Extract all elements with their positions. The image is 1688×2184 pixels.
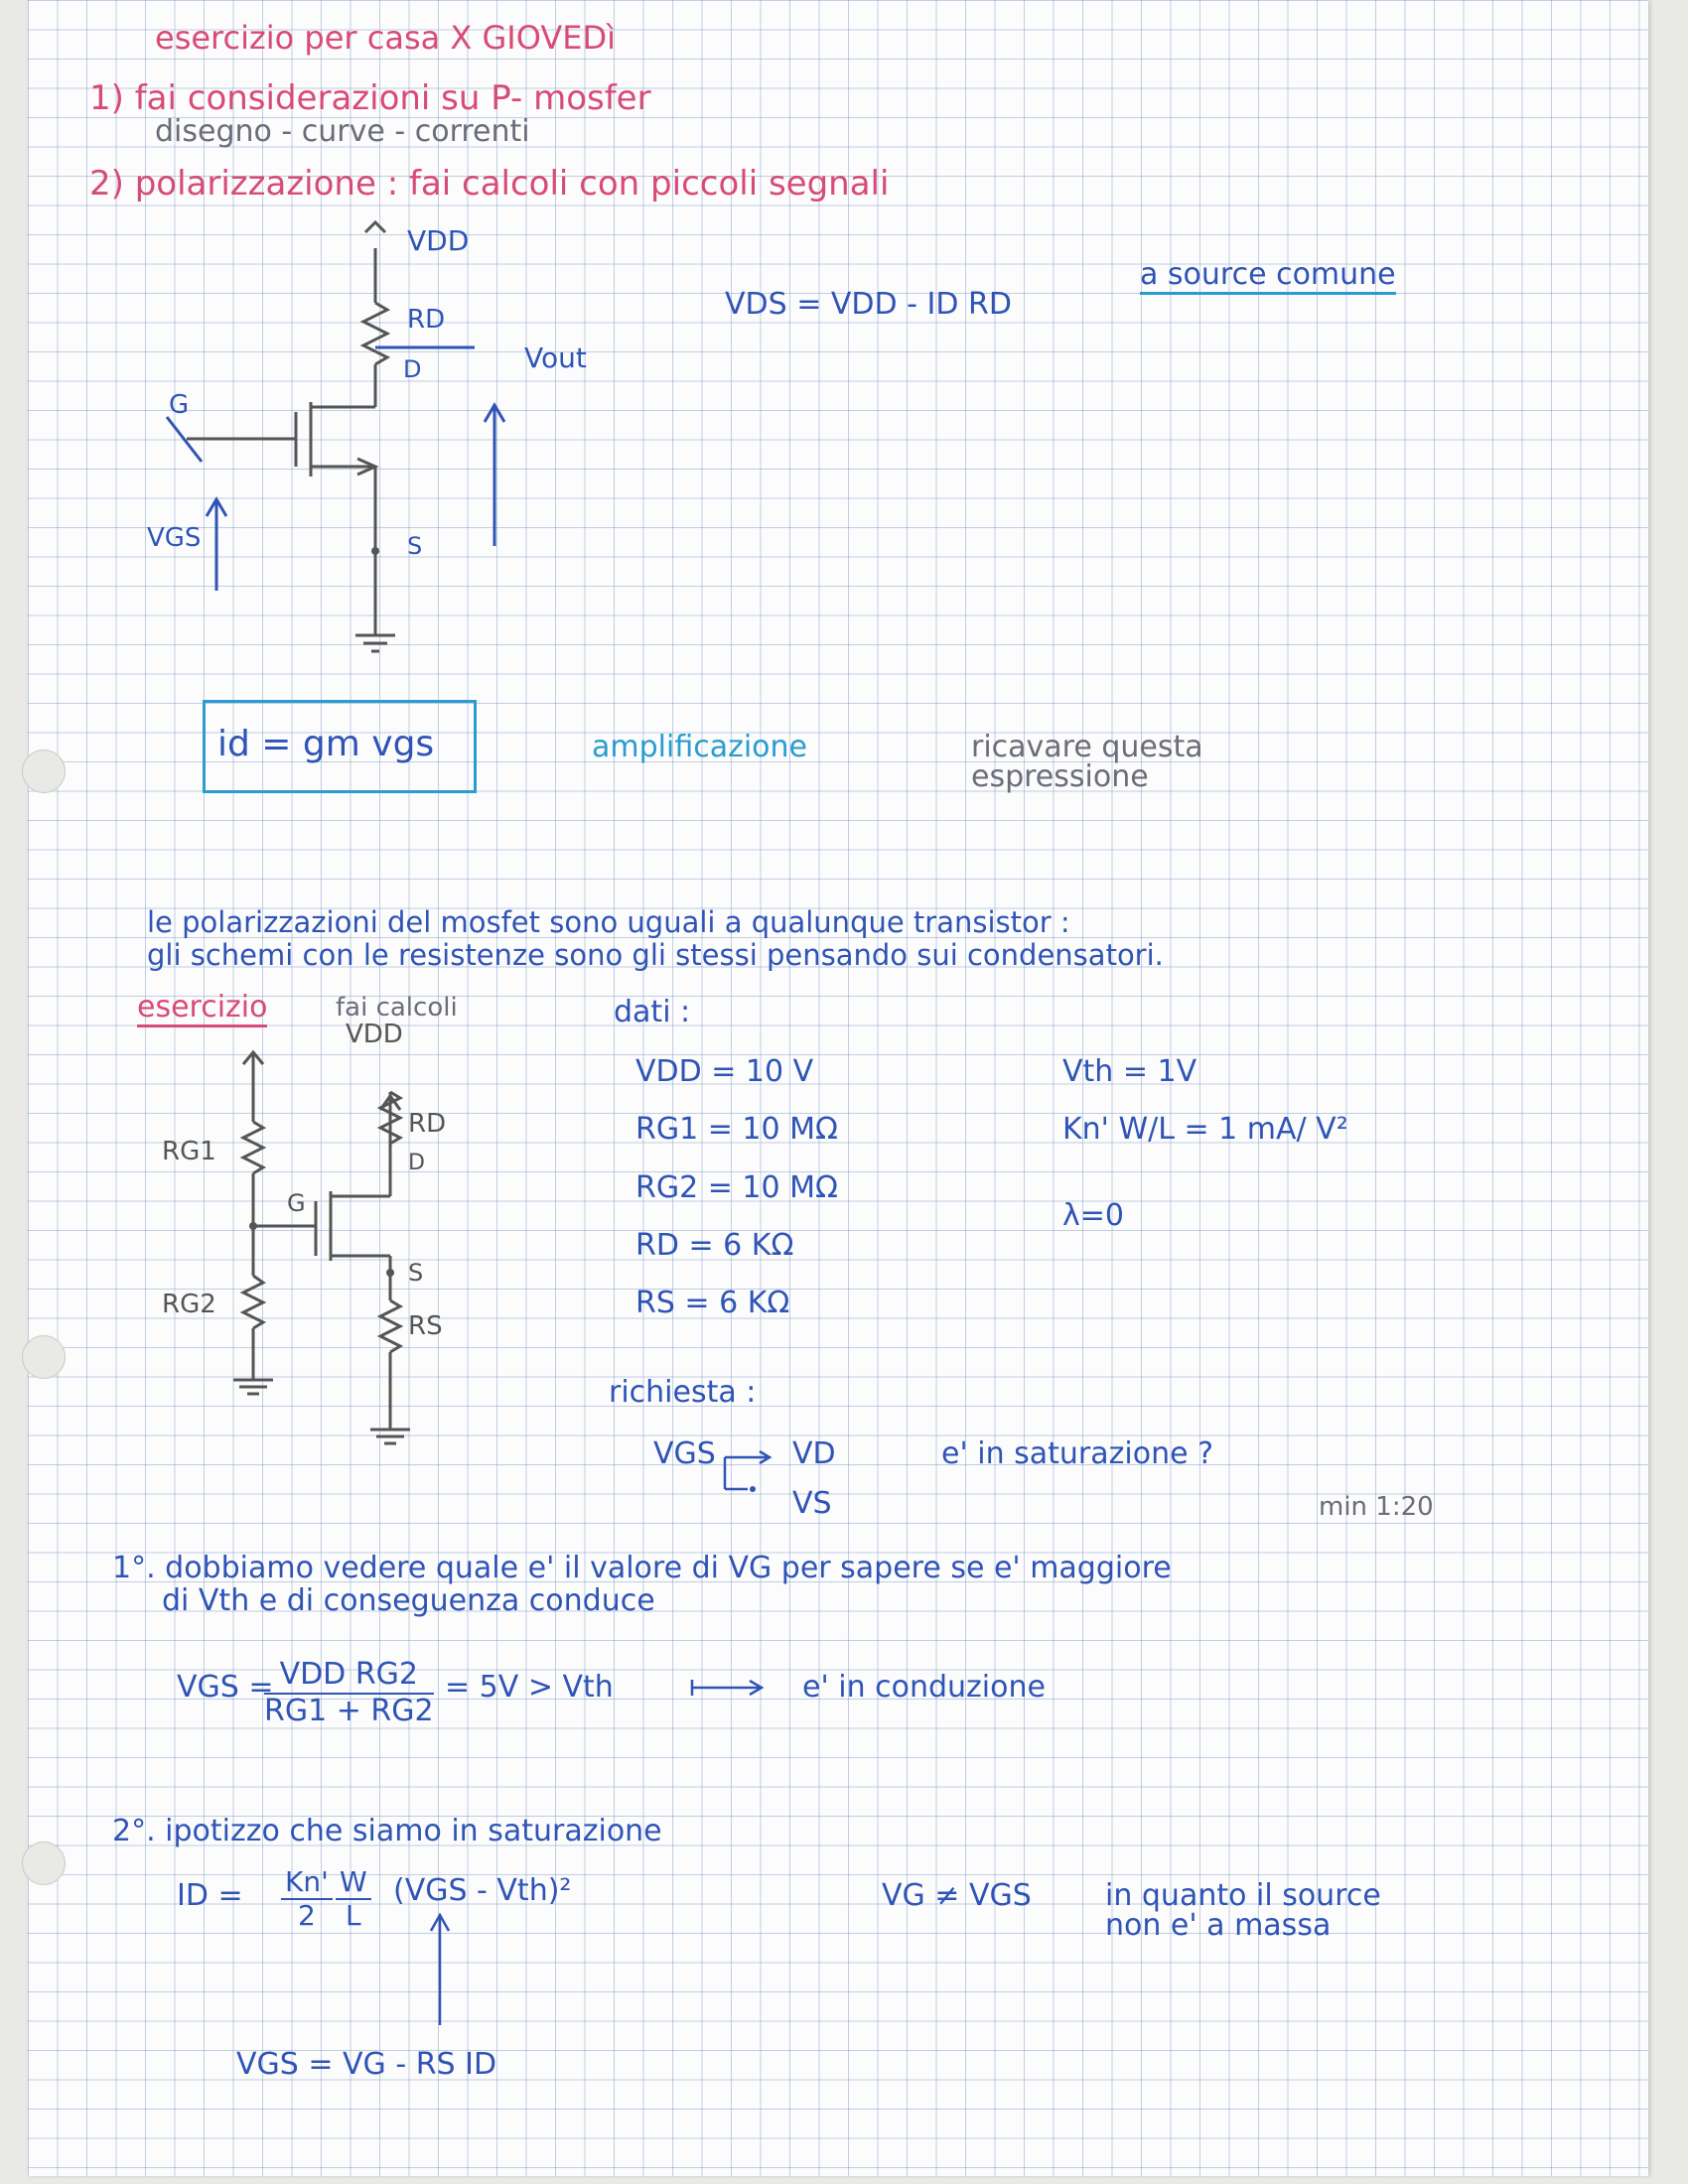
vgs-label: VGS [147, 523, 202, 553]
step1-line-2: di Vth e di conseguenza conduce [162, 1583, 655, 1618]
given-vdd: VDD = 10 V [635, 1054, 814, 1089]
note-line-1: le polarizzazioni del mosfet sono uguali a qualunque transistor : [147, 905, 1070, 939]
binder-hole [22, 1842, 66, 1885]
step1-lhs: VGS = [177, 1670, 274, 1705]
vg-not-vgs: VG ≠ VGS [882, 1878, 1032, 1913]
derive-note-1: ricavare questa [971, 730, 1203, 764]
divider-bias-circuit [142, 1023, 539, 1459]
given-lambda: λ=0 [1062, 1198, 1124, 1233]
fraction-numerator: VDD RG2 [264, 1658, 434, 1695]
fraction-denominator: RG1 + RG2 [264, 1693, 434, 1728]
request-vgs: VGS [653, 1436, 716, 1471]
config-label: a source comune [1140, 260, 1396, 295]
source-label: S [407, 532, 423, 560]
kn-over-2: $\frac{Kn'}{2}$ [281, 1866, 333, 1932]
given-label: dati : [614, 995, 691, 1029]
rg1-label: RG1 [162, 1137, 216, 1166]
exercise-title: esercizio [137, 993, 267, 1027]
step1-conclusion: e' in conduzione [802, 1670, 1046, 1705]
reason-line-2: non e' a massa [1105, 1908, 1332, 1943]
given-rs: RS = 6 KΩ [635, 1286, 790, 1320]
id-lhs: ID = [177, 1878, 243, 1913]
reason-line-1: in quanto il source [1105, 1878, 1381, 1913]
binder-hole [22, 750, 66, 793]
overdrive-term: (VGS - Vth)² [393, 1873, 572, 1908]
given-rg2: RG2 = 10 MΩ [635, 1170, 838, 1205]
gain-formula: id = gm vgs [217, 724, 435, 764]
request-label: richiesta : [609, 1375, 757, 1410]
task-2: 2) polarizzazione : fai calcoli con piccoli segnali [89, 164, 890, 204]
given-rg1: RG1 = 10 MΩ [635, 1112, 838, 1147]
step2-line-1: 2°. ipotizzo che siamo in saturazione [112, 1814, 662, 1848]
drain-label: D [403, 355, 422, 383]
page-title: esercizio per casa X GIOVEDì [155, 19, 616, 57]
exercise-subtitle: fai calcoli [336, 993, 458, 1023]
gain-formula-box [203, 700, 477, 793]
rg2-label: RG2 [162, 1290, 216, 1319]
drain-label-2: D [408, 1151, 425, 1175]
rs-label: RS [408, 1311, 443, 1341]
derive-note-2: espressione [971, 759, 1149, 794]
given-rd: RD = 6 KΩ [635, 1228, 794, 1263]
gate-label-2: G [287, 1189, 306, 1217]
source-label-2: S [408, 1259, 424, 1287]
binder-hole [22, 1335, 66, 1379]
common-source-circuit [147, 218, 663, 655]
rd-label-2: RD [408, 1109, 447, 1139]
task-1-subtitle: disegno - curve - correnti [155, 114, 530, 149]
vgs-equation: VGS = VG - RS ID [236, 2047, 497, 2082]
implies-arrow [688, 1676, 768, 1700]
vdd-label-2: VDD [346, 1023, 403, 1049]
request-vd: VD [792, 1436, 836, 1471]
amplification-label: amplificazione [592, 730, 808, 764]
substitution-arrow [425, 1911, 455, 2030]
request-question: e' in saturazione ? [941, 1436, 1213, 1471]
step1-result-value: = 5V > Vth [445, 1670, 614, 1705]
given-kn: Kn' W/L = 1 mA/ V² [1062, 1112, 1348, 1147]
rd-label: RD [407, 305, 446, 335]
notebook-page [28, 0, 1648, 2176]
gate-label: G [169, 390, 190, 420]
step1-line-1: 1°. dobbiamo vedere quale e' il valore di VG per sapere se e' maggiore [112, 1551, 1172, 1585]
vdd-label: VDD [407, 224, 470, 257]
vout-label: Vout [524, 341, 587, 374]
divider-fraction [264, 1658, 434, 1728]
task-1: 1) fai considerazioni su P- mosfer [89, 78, 651, 118]
time-stamp: min 1:20 [1319, 1492, 1434, 1522]
w-over-l: $\frac{W}{L}$ [336, 1866, 371, 1932]
request-vs: VS [792, 1486, 832, 1521]
note-line-2: gli schemi con le resistenze sono gli stessi pensando sui condensatori. [147, 938, 1164, 972]
given-vth: Vth = 1V [1062, 1054, 1197, 1089]
vds-equation: VDS = VDD - ID RD [725, 287, 1012, 322]
